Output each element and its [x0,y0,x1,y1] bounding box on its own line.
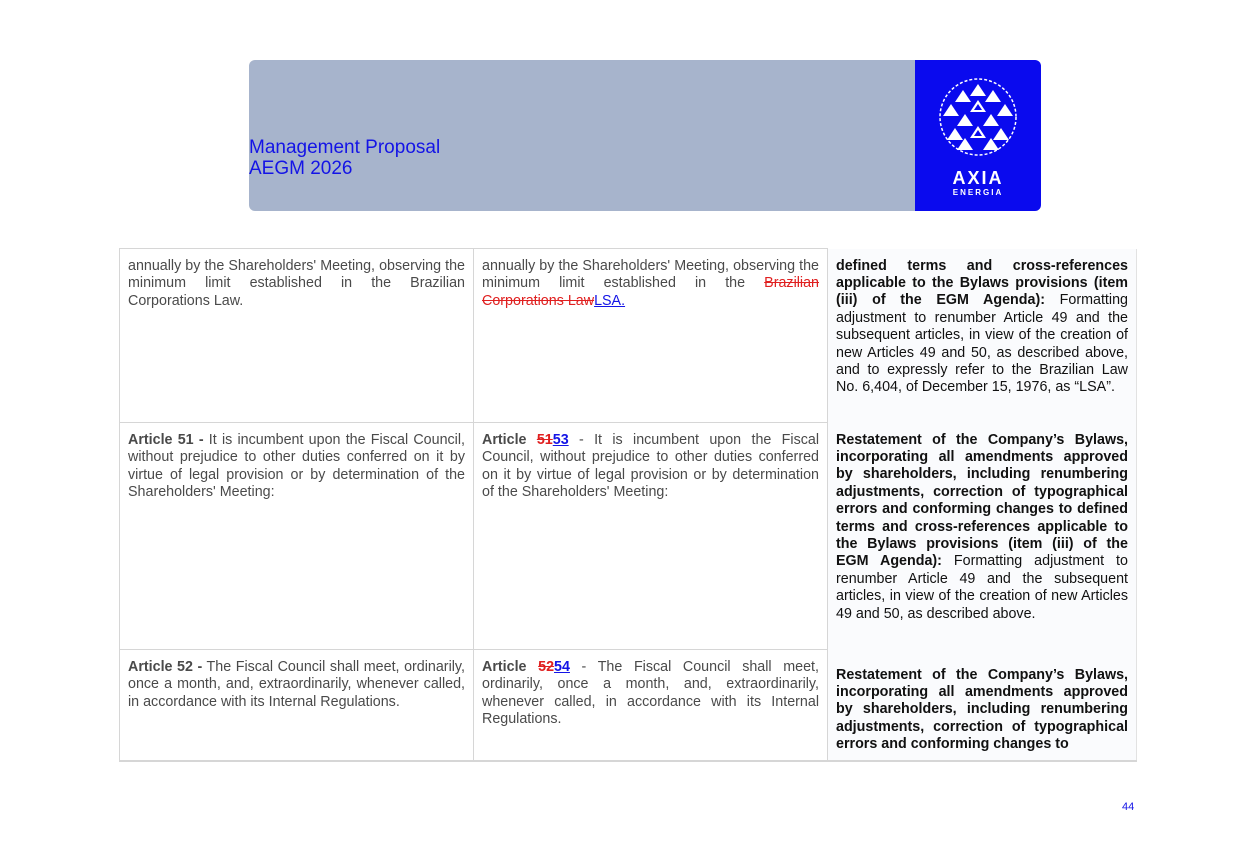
current-text-cell [120,650,474,761]
justification-cell [828,423,1137,650]
logo-wordmark: AXIA [952,168,1004,188]
proposed-text-cell [474,650,828,761]
deleted-number: 52 [538,659,555,675]
current-text: The Fiscal Council shall meet, ordinarily, once a month, and, extraordinarily, whenever called, in accordance with its Internal Regulations. [128,659,465,710]
proposed-text: annually by the Shareholders' Meeting, observing the minimum limit established in the [482,258,819,292]
title-line-1: Management Proposal [249,137,441,158]
article-label: Article [482,659,539,675]
table-row [120,249,1137,423]
page-number: 44 [1122,801,1135,813]
header-banner [249,60,915,211]
proposed-text-cell [474,423,828,650]
inserted-number: 54 [554,659,570,675]
current-text: annually by the Shareholders' Meeting, observing the minimum limit established in the Brazilian Corporations Law. [128,258,465,309]
logo-subtitle: ENERGIA [952,188,1004,197]
axia-logo [915,60,1041,211]
inserted-number: 53 [552,432,569,448]
justification-heading: Restatement of the Company’s Bylaws, incorporating all amendments approved by shareholders, including renumbering adjustments, correction of typographical errors and conforming changes to [836,666,1128,753]
proposed-text: - It is incumbent upon the Fiscal Council, without prejudice to other duties conferred on it by virtue of legal provision or by determination of the Shareholders' Meeting: [482,432,820,501]
deleted-number: 51 [536,432,553,448]
title-line-2: AEGM 2026 [249,158,353,179]
justification-heading: defined terms and cross-references applicable to the Bylaws provisions (item (iii) of the EGM Agenda): [836,257,1128,309]
inserted-text: LSA. [594,292,626,309]
table-row [120,650,1137,761]
deleted-text: Brazilian Corporations Law [482,275,819,309]
justification-cell [828,650,1137,761]
article-label: Article 51 - [128,432,204,448]
current-text-cell [120,423,474,650]
proposed-text: - The Fiscal Council shall meet, ordinarily, once a month, and, extraordinarily, whenever called, in accordance with its Internal Regulations. [482,659,819,728]
current-text-cell [120,249,474,423]
globe-logo-icon [937,78,1019,160]
justification-text: Formatting adjustment to renumber Article 49 and the subsequent articles, in view of the creation of new Articles 49 and 50, as described above, and to expressly refer to the Brazilian Law No. 6,404, of December 15, 1976, as “LSA”. [836,292,1128,396]
current-text: It is incumbent upon the Fiscal Council, without prejudice to other duties conferred on it by virtue of legal provision or by determination of the Shareholders' Meeting: [128,432,465,501]
article-label: Article [482,432,537,448]
article-label: Article 52 - [128,659,203,675]
bylaws-comparison-table [119,248,1137,762]
table-row [120,423,1137,650]
document-title [249,137,440,179]
justification-heading: Restatement of the Company’s Bylaws, incorporating all amendments approved by shareholders, including renumbering adjustments, correction of typographical errors and conforming changes to defined terms and cross-references applicable to the Bylaws provisions (item (iii) of the EGM Agenda): [836,431,1128,570]
justification-text: Formatting adjustment to renumber Article 49 and the subsequent articles, in view of the creation of new Articles 49 and 50, as described above. [836,553,1128,622]
justification-cell [828,249,1137,423]
proposed-text-cell [474,249,828,423]
